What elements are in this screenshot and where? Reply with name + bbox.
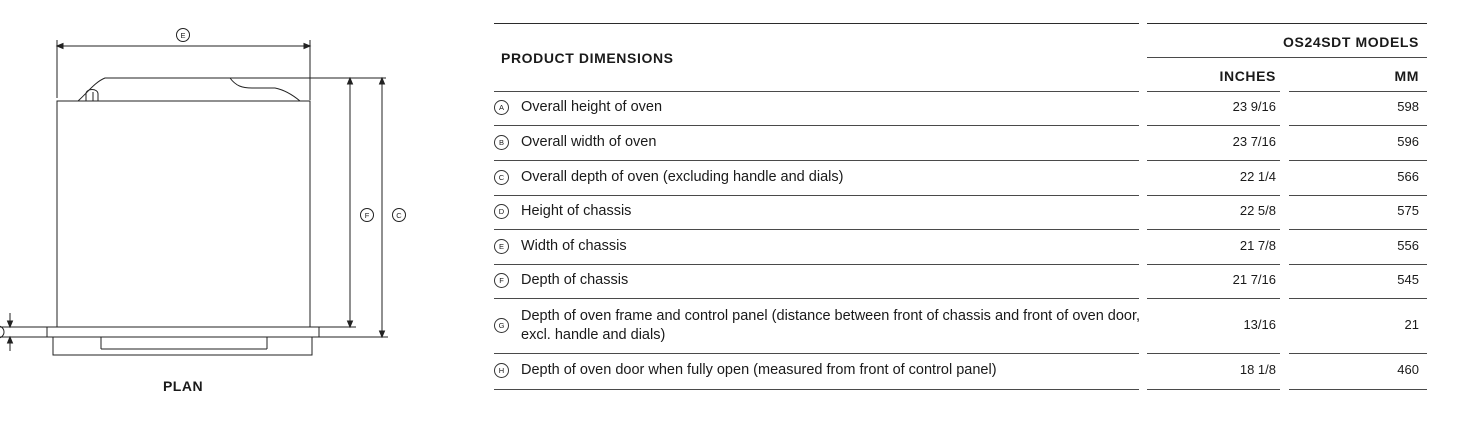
row-value-inches: 22 5/8 (1239, 203, 1276, 218)
row-description: Depth of chassis (521, 272, 629, 288)
column-header-mm: MM (1394, 68, 1419, 84)
dimension-tag-e-label: E (180, 30, 186, 40)
row-value-mm: 460 (1397, 362, 1419, 377)
models-header: OS24SDT MODELS (1283, 34, 1419, 50)
row-value-inches: 21 7/8 (1239, 237, 1276, 253)
row-value-mm: 556 (1397, 237, 1419, 253)
row-value-inches: 23 7/16 (1232, 133, 1276, 149)
row-value-mm: 21 (1404, 316, 1419, 332)
dimension-tag-f-label: F (364, 210, 370, 220)
table-row (494, 125, 1426, 160)
row-divider (1147, 389, 1280, 390)
table-row (494, 91, 1426, 125)
row-letter-badge: B (494, 135, 509, 150)
row-letter-badge: F (494, 273, 509, 288)
row-divider (1289, 389, 1427, 390)
row-divider (494, 389, 1139, 390)
row-letter-badge: C (494, 170, 509, 185)
oven-frame (47, 327, 319, 337)
row-value-inches: 18 1/8 (1239, 362, 1276, 377)
table-row (494, 195, 1426, 229)
oven-handle-outline (78, 78, 300, 101)
row-letter-badge: E (494, 239, 509, 254)
row-description: Overall width of oven (521, 133, 657, 150)
plan-view-label: PLAN (162, 378, 204, 394)
row-letter-badge: H (494, 363, 509, 378)
table-row (494, 229, 1426, 264)
row-description: Height of chassis (521, 203, 632, 219)
row-letter-badge: G (494, 318, 509, 333)
row-value-mm: 545 (1397, 272, 1419, 287)
table-row (494, 160, 1426, 195)
table-row (494, 264, 1426, 298)
row-value-mm: 598 (1397, 99, 1419, 114)
row-description: Depth of oven door when fully open (measured from front of control panel) (521, 362, 997, 378)
column-header-inches: INCHES (1219, 68, 1276, 84)
row-letter-badge: A (494, 100, 509, 115)
row-description: Depth of oven frame and control panel (distance between front of chassis and front of oven door, excl. handle and dials) (521, 307, 1141, 343)
row-value-inches: 13/16 (1243, 316, 1276, 332)
row-value-inches: 23 9/16 (1232, 99, 1276, 114)
row-description: Overall depth of oven (excluding handle and dials) (521, 168, 844, 185)
dimension-tag-c-label: C (396, 210, 402, 220)
row-value-inches: 22 1/4 (1239, 168, 1276, 184)
oven-chassis (57, 101, 310, 327)
table-row (494, 353, 1426, 389)
row-description: Width of chassis (521, 237, 627, 254)
row-value-mm: 596 (1397, 133, 1419, 149)
table-row (494, 298, 1426, 353)
oven-door (53, 337, 312, 355)
row-value-inches: 21 7/16 (1232, 272, 1276, 287)
row-value-mm: 575 (1397, 203, 1419, 218)
row-letter-badge: D (494, 204, 509, 219)
row-value-mm: 566 (1397, 168, 1419, 184)
row-description: Overall height of oven (521, 99, 663, 115)
table-title: PRODUCT DIMENSIONS (501, 50, 674, 66)
